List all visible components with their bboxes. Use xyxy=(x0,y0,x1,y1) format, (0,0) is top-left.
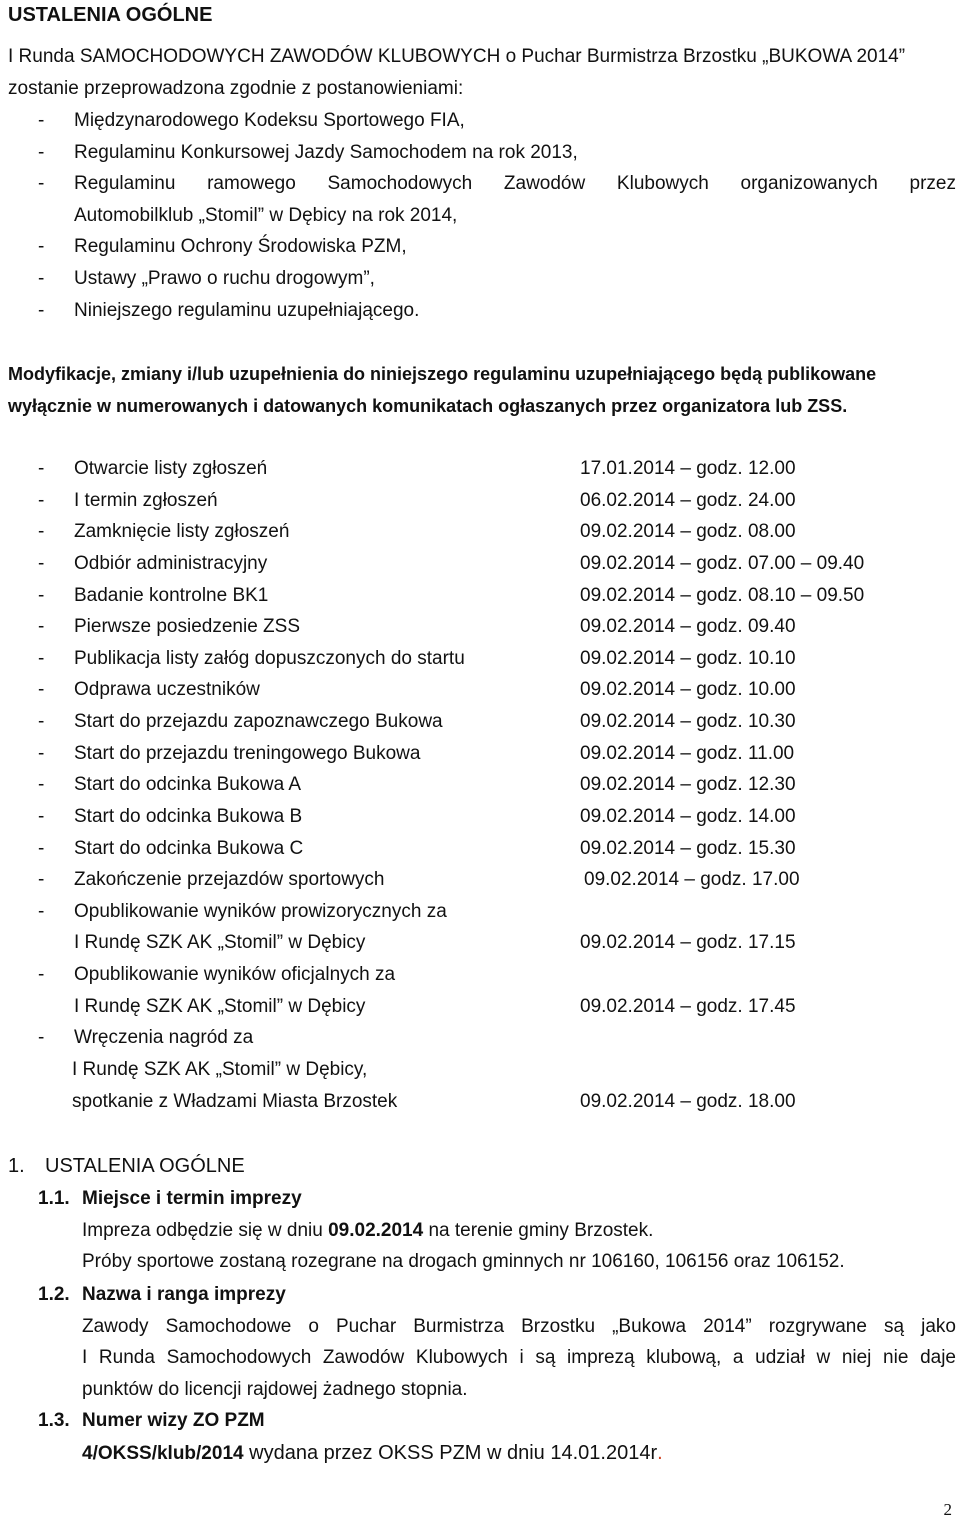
list-dash: - xyxy=(38,236,45,257)
schedule-time: 09.02.2014 – godz. 10.30 xyxy=(580,711,796,732)
schedule-time: 09.02.2014 – godz. 08.00 xyxy=(580,521,796,542)
schedule-event: Pierwsze posiedzenie ZSS xyxy=(74,616,300,637)
page-number: 2 xyxy=(943,1500,952,1519)
schedule-event: I Rundę SZK AK „Stomil” w Dębicy, xyxy=(72,1059,368,1080)
schedule-time: 09.02.2014 – godz. 07.00 – 09.40 xyxy=(580,553,865,574)
schedule-time: 09.02.2014 – godz. 15.30 xyxy=(580,838,796,859)
event-date: 09.02.2014 xyxy=(328,1220,424,1241)
subsection-heading-1-3 xyxy=(38,1410,265,1432)
list-item-text: Regulaminu Konkursowej Jazdy Samochodem na rok 2013, xyxy=(74,142,578,163)
section-title: USTALENIA OGÓLNE xyxy=(45,1155,245,1177)
subsection-title: Nazwa i ranga imprezy xyxy=(82,1284,286,1305)
text-fragment: Impreza odbędzie się w dniu xyxy=(82,1220,329,1241)
schedule-time: 09.02.2014 – godz. 18.00 xyxy=(580,1091,796,1112)
schedule-event: Start do odcinka Bukowa B xyxy=(74,806,303,827)
list-dash: - xyxy=(38,490,45,511)
list-dash: - xyxy=(38,901,45,922)
subsection-heading-1-1 xyxy=(38,1188,302,1210)
schedule-time: 09.02.2014 – godz. 17.45 xyxy=(580,996,796,1017)
list-dash: - xyxy=(38,458,45,479)
subsection-text: Zawody Samochodowe o Puchar Burmistrza Brzostku „Bukowa 2014” rozgrywane są jako xyxy=(82,1316,956,1337)
schedule-time: 09.02.2014 – godz. 14.00 xyxy=(580,806,796,827)
list-dash: - xyxy=(38,553,45,574)
schedule-event: Zakończenie przejazdów sportowych xyxy=(74,869,385,890)
list-dash: - xyxy=(38,964,45,985)
schedule-event: Zamknięcie listy zgłoszeń xyxy=(74,521,290,542)
intro-line-2: zostanie przeprowadzona zgodnie z postanowieniami: xyxy=(8,78,464,99)
list-dash: - xyxy=(38,173,45,194)
list-item-continuation: Automobilklub „Stomil” w Dębicy na rok 2014, xyxy=(74,205,458,226)
schedule-event: Publikacja listy załóg dopuszczonych do startu xyxy=(74,648,465,669)
subsection-text: punktów do licencji rajdowej żadnego stopnia. xyxy=(82,1379,468,1400)
list-dash: - xyxy=(38,142,45,163)
subsection-title: Miejsce i termin imprezy xyxy=(82,1188,302,1209)
list-dash: - xyxy=(38,1027,45,1048)
notice-line-1: Modyfikacje, zmiany i/lub uzupełnienia do niniejszego regulaminu uzupełniającego będą publikowane xyxy=(8,364,877,384)
schedule-event: Opublikowanie wyników oficjalnych za xyxy=(74,964,396,985)
subsection-text xyxy=(82,1220,653,1242)
schedule-time: 09.02.2014 – godz. 17.15 xyxy=(580,932,796,953)
list-dash: - xyxy=(38,110,45,131)
schedule-time: 09.02.2014 – godz. 12.30 xyxy=(580,774,796,795)
page-title: USTALENIA OGÓLNE xyxy=(8,4,213,26)
list-dash: - xyxy=(38,711,45,732)
list-dash: - xyxy=(38,806,45,827)
schedule-time: 09.02.2014 – godz. 10.00 xyxy=(580,679,796,700)
schedule-event: Start do odcinka Bukowa C xyxy=(74,838,304,859)
visa-number: 4/OKSS/klub/2014 xyxy=(82,1443,244,1464)
schedule-event: Badanie kontrolne BK1 xyxy=(74,585,269,606)
list-dash: - xyxy=(38,838,45,859)
schedule-time: 09.02.2014 – godz. 09.40 xyxy=(580,616,796,637)
schedule-event: Odprawa uczestników xyxy=(74,679,260,700)
schedule-event: I Rundę SZK AK „Stomil” w Dębicy xyxy=(74,996,366,1017)
list-item-text: Ustawy „Prawo o ruchu drogowym”, xyxy=(74,268,375,289)
list-dash: - xyxy=(38,679,45,700)
visa-text: wydana przez OKSS PZM w dniu 14.01.2014r xyxy=(243,1442,658,1464)
list-dash: - xyxy=(38,774,45,795)
list-dash: - xyxy=(38,743,45,764)
schedule-event: I Rundę SZK AK „Stomil” w Dębicy xyxy=(74,932,366,953)
subsection-heading-1-2 xyxy=(38,1284,286,1306)
subsection-number: 1.3. xyxy=(38,1410,70,1431)
schedule-event: Start do przejazdu treningowego Bukowa xyxy=(74,743,421,764)
schedule-time: 09.02.2014 – godz. 17.00 xyxy=(584,869,800,890)
list-item-text: Międzynarodowego Kodeksu Sportowego FIA, xyxy=(74,110,465,131)
subsection-title: Numer wizy ZO PZM xyxy=(82,1410,265,1431)
schedule-time: 09.02.2014 – godz. 11.00 xyxy=(580,743,795,764)
intro-line-1: I Runda SAMOCHODOWYCH ZAWODÓW KLUBOWYCH o Puchar Burmistrza Brzostku „BUKOWA 2014” xyxy=(8,46,906,67)
section-number: 1. xyxy=(8,1155,25,1177)
schedule-time: 17.01.2014 – godz. 12.00 xyxy=(580,458,796,479)
schedule-event: Odbiór administracyjny xyxy=(74,553,268,574)
schedule-event: spotkanie z Władzami Miasta Brzostek xyxy=(72,1091,398,1112)
text-fragment: na terenie gminy Brzostek. xyxy=(423,1220,654,1241)
list-dash: - xyxy=(38,616,45,637)
schedule-event: I termin zgłoszeń xyxy=(74,490,218,511)
subsection-number: 1.1. xyxy=(38,1188,70,1209)
list-item-text: Regulaminu Ochrony Środowiska PZM, xyxy=(74,236,407,257)
schedule-time: 09.02.2014 – godz. 08.10 – 09.50 xyxy=(580,585,865,606)
schedule-time: 09.02.2014 – godz. 10.10 xyxy=(580,648,796,669)
notice-line-2: wyłącznie w numerowanych i datowanych komunikatach ogłaszanych przez organizatora lub ZSS. xyxy=(8,396,848,416)
schedule-event: Start do odcinka Bukowa A xyxy=(74,774,302,795)
subsection-number: 1.2. xyxy=(38,1284,70,1305)
subsection-text: Próby sportowe zostaną rozegrane na drogach gminnych nr 106160, 106156 oraz 106152. xyxy=(82,1251,845,1272)
list-dash: - xyxy=(38,585,45,606)
section-heading xyxy=(8,1155,245,1177)
visa-line xyxy=(82,1442,663,1465)
list-item-text: Regulaminu ramowego Samochodowych Zawodów Klubowych organizowanych przez xyxy=(74,173,956,194)
visa-dot: . xyxy=(657,1442,663,1464)
list-dash: - xyxy=(38,869,45,890)
list-dash: - xyxy=(38,268,45,289)
schedule-event: Otwarcie listy zgłoszeń xyxy=(74,458,268,479)
schedule-time: 06.02.2014 – godz. 24.00 xyxy=(580,490,796,511)
list-dash: - xyxy=(38,648,45,669)
list-dash: - xyxy=(38,521,45,542)
schedule-event: Opublikowanie wyników prowizorycznych za xyxy=(74,901,447,922)
schedule-event: Start do przejazdu zapoznawczego Bukowa xyxy=(74,711,443,732)
list-item-text: Niniejszego regulaminu uzupełniającego. xyxy=(74,300,420,321)
schedule-event: Wręczenia nagród za xyxy=(74,1027,254,1048)
list-dash: - xyxy=(38,300,45,321)
subsection-text: I Runda Samochodowych Zawodów Klubowych i są imprezą klubową, a udział w niej nie daje xyxy=(82,1347,956,1368)
